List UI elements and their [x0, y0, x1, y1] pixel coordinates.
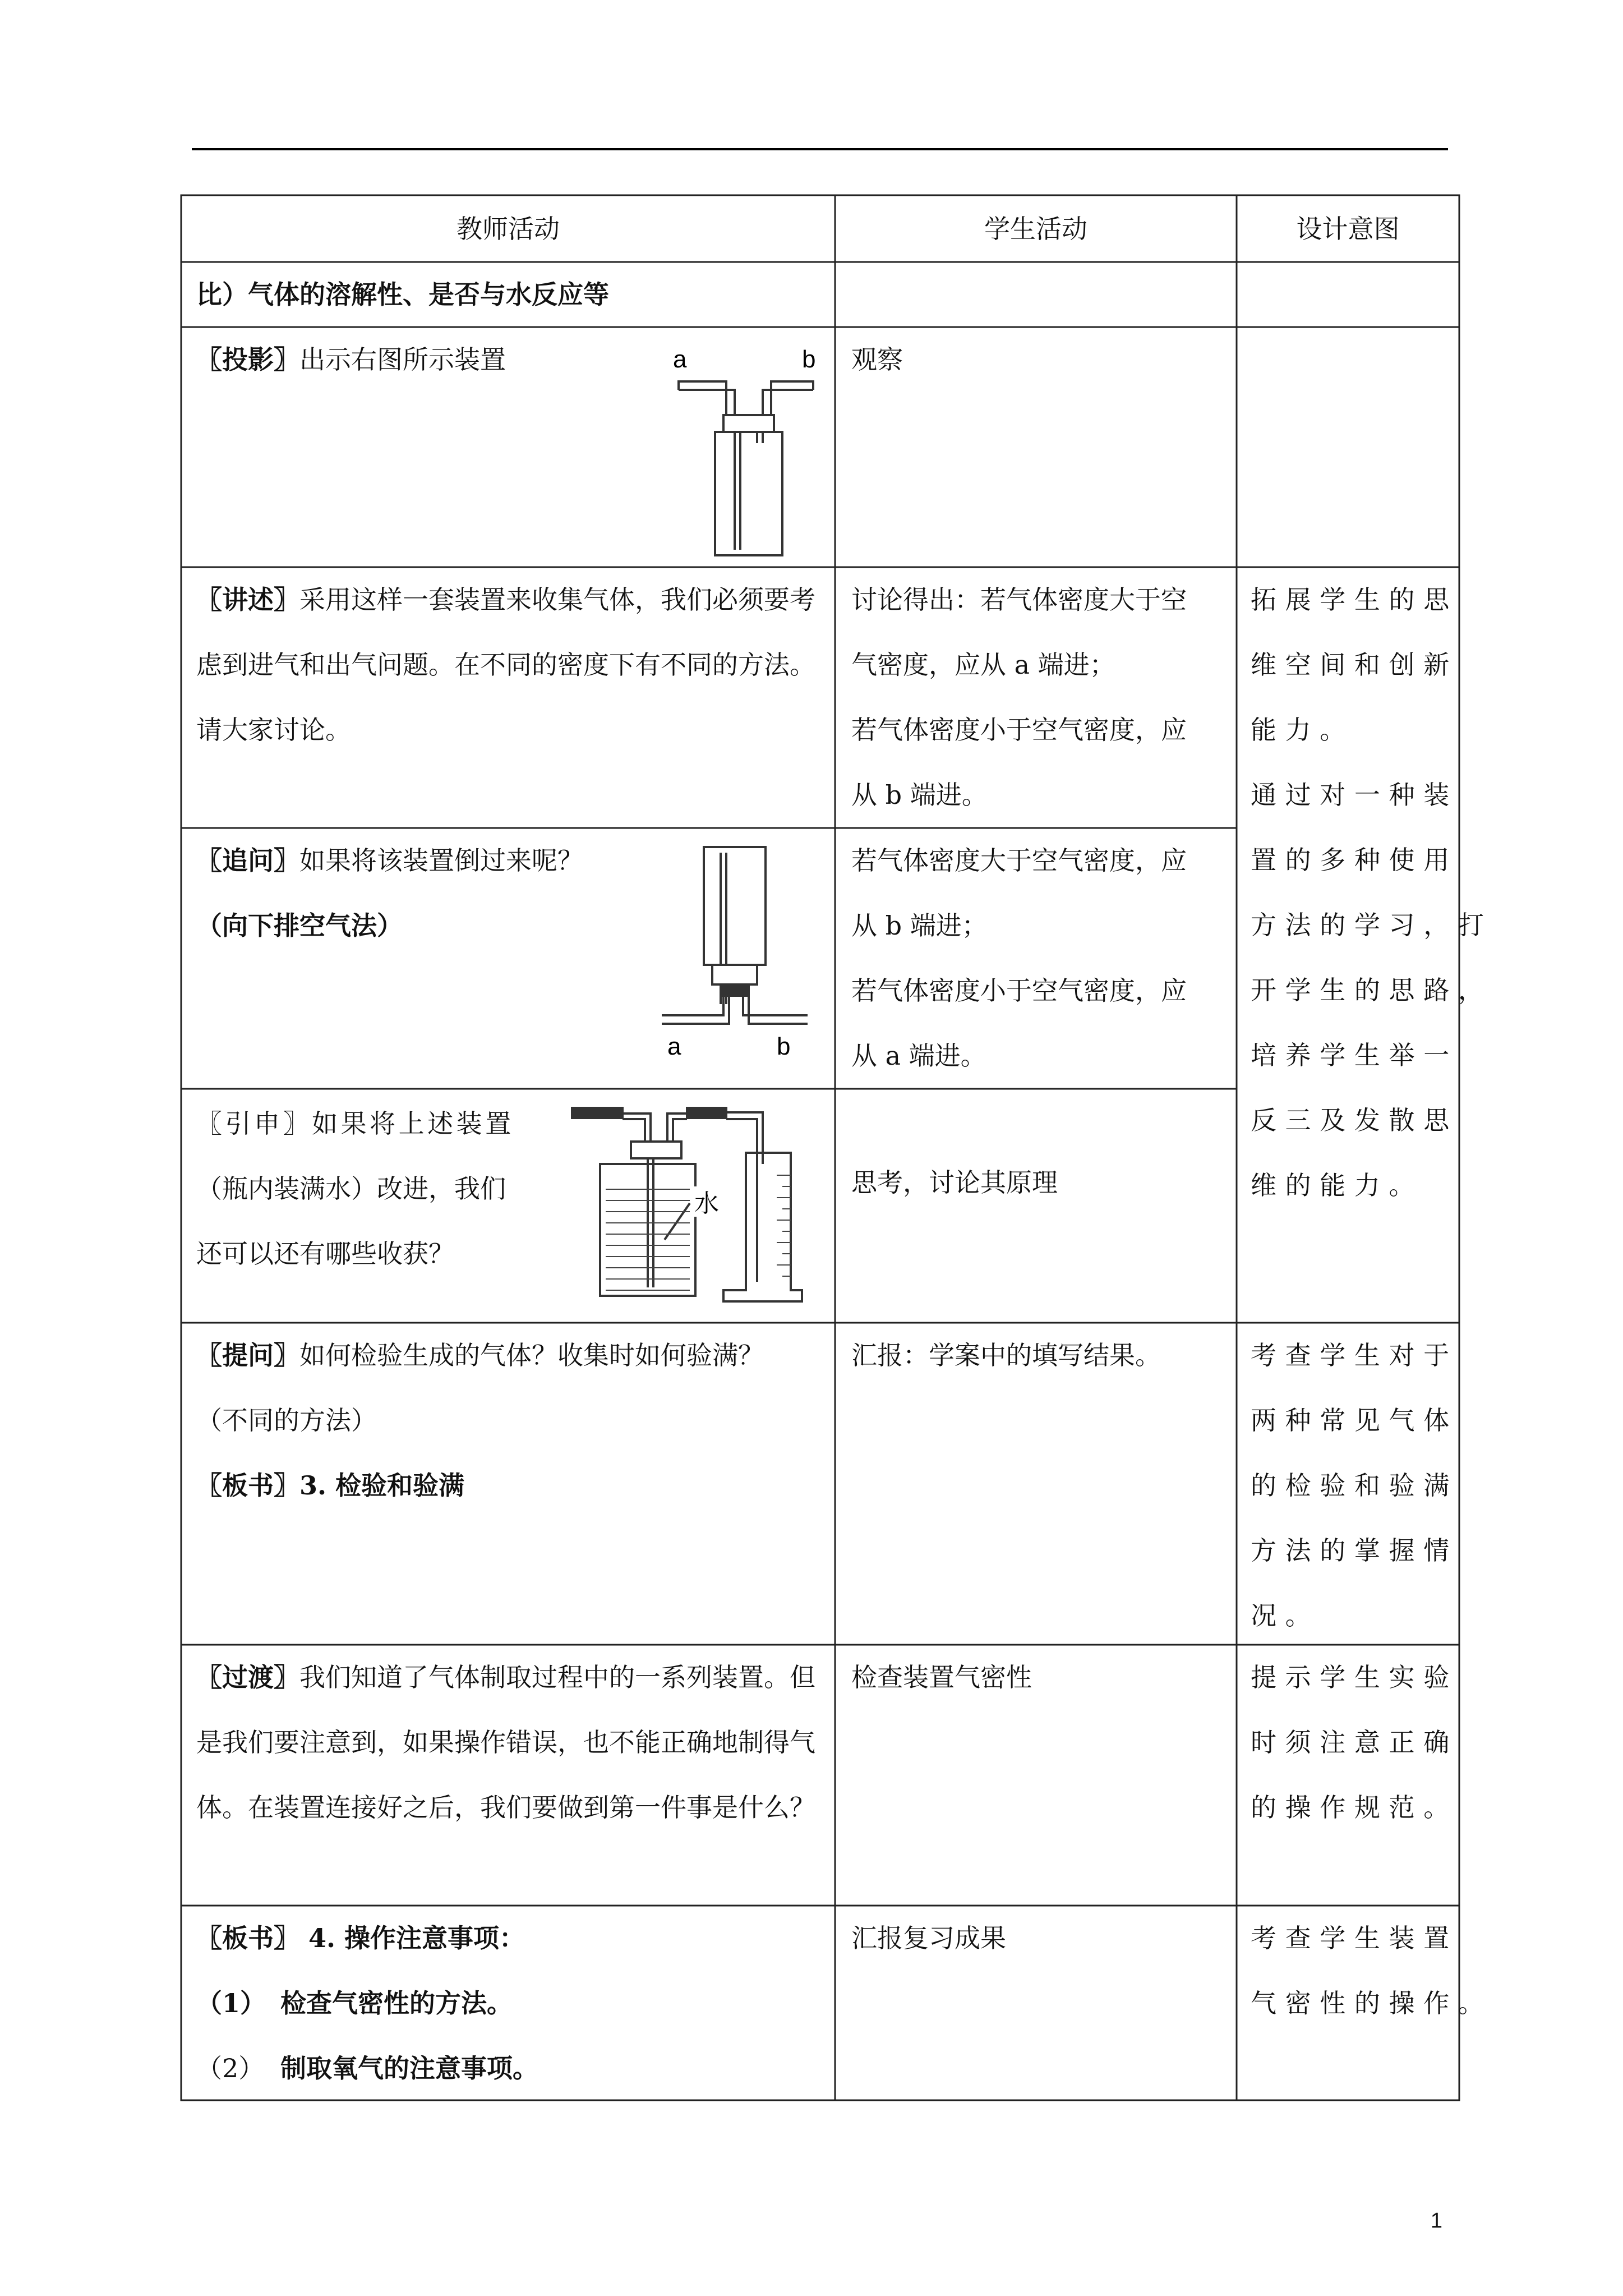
intent-line: 置的多种使用	[1251, 845, 1458, 875]
row5-teacher-text: 如何检验生成的气体？收集时如何验满？	[299, 1340, 764, 1370]
intent-line: 培养学生举一	[1251, 1040, 1458, 1070]
tag-transition: 〖过渡〗	[196, 1662, 299, 1692]
row3-teacher	[196, 828, 583, 958]
row5-teacher	[196, 1323, 827, 1518]
row3-student-line: 从 a 端进。	[851, 1041, 986, 1071]
row6-teacher-text: 我们知道了气体制取过程中的一系列装置。但是我们要注意到，如果操作错误，也不能正确地制得气体。在装置连接好之后，我们要做到第一件事是什么？	[196, 1662, 815, 1823]
row4-teacher-line: 还可以还有哪些收获？	[196, 1239, 454, 1269]
item1-text: 检查气密性的方法。	[280, 1988, 513, 2018]
intent-line: 通过对一种装	[1251, 780, 1458, 810]
intent-line: 提示学生实验	[1251, 1662, 1458, 1692]
fig-label-b: b	[777, 1033, 791, 1060]
header-teacher-activity: 教师活动	[457, 214, 560, 244]
fig-label-b: b	[802, 346, 816, 373]
row0-teacher: 比）气体的溶解性、是否与水反应等	[196, 279, 609, 310]
row1-student: 观察	[851, 344, 903, 375]
fig-label-water: 水	[694, 1189, 719, 1218]
intent-line: 气密性的操作。	[1251, 1988, 1493, 2018]
fig-label-a: a	[667, 1033, 681, 1060]
page-number: 1	[1430, 2209, 1442, 2233]
row7-intent	[1251, 1906, 1492, 2036]
water-displacement-figure	[555, 1097, 824, 1321]
tag-board: 〖板书〗	[196, 1470, 299, 1501]
row5-teacher-line3: 3. 检验和验满	[299, 1470, 465, 1501]
fig-label-a: a	[673, 346, 687, 373]
row3-teacher-text: 如果将该装置倒过来呢？	[299, 845, 583, 876]
tag-projection: 〖投影〗	[196, 344, 299, 375]
row6-student: 检查装置气密性	[851, 1662, 1032, 1692]
intent-line: 拓展学生的思	[1251, 585, 1458, 615]
row3-student-line: 从 b 端进；	[851, 910, 988, 941]
row2-teacher	[196, 567, 824, 762]
intent-line: 方法的学习，打	[1251, 910, 1493, 940]
row1-teacher	[196, 327, 506, 392]
row3-teacher-line2: （向下排空气法）	[196, 910, 403, 941]
intent-line: 反三及发散思	[1251, 1105, 1458, 1135]
row2-teacher-text: 采用这样一套装置来收集气体，我们必须要考虑到进气和出气问题。在不同的密度下有不同的方法。请大家讨论。	[196, 585, 815, 745]
intent-line: 时须注意正确	[1251, 1727, 1458, 1757]
intent-rows-2-4	[1251, 567, 1492, 1218]
row7-teacher	[196, 1906, 538, 2101]
intent-line: 能力。	[1251, 715, 1354, 745]
row7-student: 汇报复习成果	[851, 1923, 1006, 1953]
row4-teacher-line: 〖引申〗如果将上述装置	[196, 1108, 514, 1139]
tag-follow-up: 〖追问〗	[196, 845, 299, 876]
row6-intent	[1251, 1645, 1458, 1840]
item1-number: （1）	[196, 1988, 266, 2018]
intent-line: 况。	[1251, 1600, 1320, 1631]
intent-line: 开学生的思路，	[1251, 975, 1493, 1005]
intent-line: 维的能力。	[1251, 1170, 1424, 1200]
gas-bottle-figure	[662, 337, 819, 567]
intent-line: 考查学生装置	[1251, 1923, 1458, 1953]
row1-teacher-text: 出示右图所示装置	[299, 344, 506, 375]
row3-student-line: 若气体密度小于空气密度，应	[851, 976, 1187, 1006]
row7-teacher-line1: 4. 操作注意事项：	[299, 1923, 525, 1953]
row4-teacher-line: （瓶内装满水）改进，我们	[196, 1174, 506, 1204]
row5-student: 汇报：学案中的填写结果。	[851, 1340, 1161, 1370]
row2-student-line: 气密度，应从 a 端进；	[851, 650, 1115, 680]
row4-student: 思考，讨论其原理	[851, 1167, 1058, 1198]
intent-line: 的操作规范。	[1251, 1792, 1458, 1823]
row2-student-line: 从 b 端进。	[851, 780, 988, 810]
row6-teacher	[196, 1645, 827, 1840]
tag-board: 〖板书〗	[196, 1923, 299, 1953]
intent-line: 的检验和验满	[1251, 1470, 1458, 1501]
intent-line: 维空间和创新	[1251, 650, 1458, 680]
tag-narrate: 〖讲述〗	[196, 585, 299, 615]
row2-student-line: 讨论得出：若气体密度大于空	[851, 585, 1187, 615]
row2-student	[851, 567, 1187, 827]
intent-line: 方法的掌握情	[1251, 1535, 1458, 1566]
intent-line: 考查学生对于	[1251, 1340, 1458, 1370]
row4-teacher	[196, 1091, 514, 1286]
inverted-bottle-figure	[651, 836, 819, 1088]
item2-number: （2）	[196, 2053, 265, 2083]
tag-question: 〖提问〗	[196, 1340, 299, 1370]
header-design-intent: 设计意图	[1296, 214, 1400, 244]
row2-student-line: 若气体密度小于空气密度，应	[851, 715, 1187, 745]
intent-line: 两种常见气体	[1251, 1405, 1458, 1435]
row3-student	[851, 828, 1187, 1088]
row5-teacher-line2: （不同的方法）	[196, 1405, 377, 1435]
row5-intent	[1251, 1323, 1458, 1648]
row3-student-line: 若气体密度大于空气密度，应	[851, 845, 1187, 876]
header-student-activity: 学生活动	[984, 214, 1087, 244]
item2-text: 制取氧气的注意事项。	[280, 2053, 538, 2083]
